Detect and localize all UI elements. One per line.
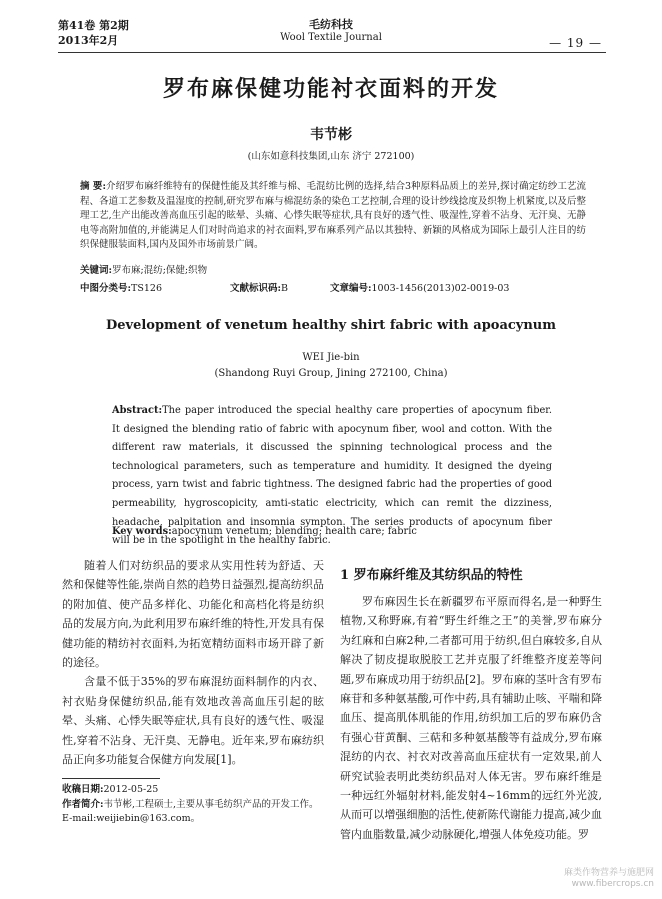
clc-label: 中图分类号: — [80, 283, 132, 294]
intro-paragraph-1: 随着人们对纺织品的要求从实用性转为舒适、天然和保健等性能,崇尚自然的趋势日益强烈,提高纺织品的附加值、使产品多样化、功能化和高档化将是纺织品的发展方向,为此利用罗布麻纤维的特性,开发具有保健功能的精纺衬衣面料,为拓宽精纺面料市场开辟了新的途径。 — [62, 559, 324, 670]
abstract-cn — [80, 180, 586, 253]
author-en: WEI Jie-bin — [302, 352, 360, 363]
received-date-label: 收稿日期: — [62, 784, 104, 795]
section-1-title: 1 罗布麻纤维及其纺织品的特性 — [340, 568, 523, 583]
footnote — [62, 783, 324, 827]
author-cn: 韦节彬 — [310, 127, 352, 143]
abstract-en-label: Abstract: — [112, 405, 163, 416]
page-number: — 19 — — [549, 36, 602, 50]
issue-date: 2013年2月 — [58, 34, 119, 47]
article-number-value: 1003-1456(2013)02-0019-03 — [371, 283, 510, 294]
clc-code — [80, 280, 230, 294]
intro-paragraph-2: 含量不低于35%的罗布麻混纺面料制作的内衣、衬衣贴身保健纺织品,能有效地改善高血压引起的眩晕、头痛、心悸失眠等症状,具有良好的透气性、吸湿性,穿着不沾身、无汗臭、无静电。近年来,罗布麻纺织品正向多功能复合保健方向发展[1]。 — [62, 675, 324, 767]
author-bio — [62, 798, 324, 827]
keywords-cn — [80, 262, 586, 276]
received-date-value: 2012-05-25 — [103, 784, 159, 795]
doc-code — [230, 280, 330, 294]
abstract-cn-label: 摘 要: — [80, 181, 106, 192]
article-title-cn: 罗布麻保健功能衬衣面料的开发 — [162, 76, 499, 102]
article-number — [330, 280, 509, 294]
body-left-column — [62, 556, 324, 769]
watermark-line-1: 麻类作物营养与施肥网 — [563, 868, 654, 878]
doc-label: 文献标识码: — [230, 283, 282, 294]
section-1-paragraph: 罗布麻因生长在新疆罗布平原而得名,是一种野生植物,又称野麻,有着“野生纤维之王”的美誉,罗布麻分为红麻和白麻2种,二者都可用于纺织,但白麻较多,自从解决了韧皮提取脱胶工艺并克服了纤维整齐度差等问题,罗布麻成功用于纺织品[2]。罗布麻的茎叶含有罗布麻苷和多种氨基酸,可作中药,具有辅助止咳、平喘和降血压、提高肌体肌能的作用,纺织加工后的罗布麻仍含有强心苷黄酮、三萜和多种氨基酸等有益成分,罗布麻混纺的内衣、衬衣对改善高血压症状有一定效果,前人研究试验表明此类纺织品对人体无害。罗布麻纤维是一种远红外辐射材料,能发射4~16mm的远红外光波,从而可以增强细胞的活性,使新陈代谢能力提高,减少血管内血脂数量,减少动脉硬化,增强人体免疫功能。罗 — [340, 595, 602, 841]
received-date — [62, 783, 324, 798]
author-bio-label: 作者简介: — [62, 798, 104, 810]
clc-value: TS126 — [131, 283, 162, 294]
classification-row — [80, 280, 586, 294]
header-rule — [58, 52, 606, 53]
doc-value: B — [281, 283, 288, 294]
body-right-column — [340, 566, 602, 844]
article-number-label: 文章编号: — [330, 283, 372, 294]
watermark-line-2: www.fibercrops.cn — [571, 879, 654, 889]
volume-issue: 第41卷 第2期 — [58, 19, 129, 32]
watermark — [564, 868, 654, 890]
keywords-cn-text: 罗布麻;混纺;保健;织物 — [112, 265, 208, 276]
journal-name-en: Wool Textile Journal — [280, 32, 382, 43]
keywords-en-label: Key words: — [112, 526, 172, 537]
keywords-en-text: apocynum venetum; blending; health care; fabric — [171, 526, 417, 537]
keywords-cn-label: 关键词: — [80, 265, 113, 276]
affiliation-en: (Shandong Ruyi Group, Jining 272100, China) — [214, 368, 448, 379]
abstract-cn-text: 介绍罗布麻纤维特有的保健性能及其纤维与棉、毛混纺比例的选择,结合3种原料品质上的差异,探讨确定纺纱工艺流程、各道工艺参数及温湿度的控制,研究罗布麻与棉混纺条的染色工艺控制,合理的设计纱线捻度及织物上机紧度,以及后整理工艺,生产出能改善高血压引起的眩晕、头痛、心悸失眠等症状,具有良好的透气性、吸湿性,穿着不沾身、无汗臭、无静电等高附加值的,并能满足人们对时尚追求的衬衣面料,罗布麻系列产品以其独特、新颖的风格成为国际上最引人注目的纺织保健服装面料,国内及国外市场前景广阔。 — [80, 181, 586, 251]
affiliation-cn: (山东如意科技集团,山东 济宁 272100) — [247, 151, 415, 162]
footnote-rule — [62, 778, 160, 779]
article-title-en: Development of venetum healthy shirt fabric with apoacynum — [105, 318, 557, 333]
abstract-en-text: The paper introduced the special healthy care properties of apocynum fiber. It designed the blending ratio of fabric with apocynum fiber, wool and cotton. With the different raw materials, it discussed the spinning technological process and the technological parameters, such as temperature and humidity. It designed the dyeing process, yarn twist and fabric tightness. The designed fabric had the properties of good permeability, hygroscopicity, amti-static electricity, which can remit the dizziness, headache, palpitation and insomnia sympton. The series products of apocynum fiber will be in the spotlight in the healthy fabric. — [112, 405, 552, 547]
keywords-en — [112, 526, 552, 537]
journal-name-cn: 毛纺科技 — [309, 18, 353, 31]
author-bio-text: 韦节彬,工程硕士,主要从事毛纺织产品的开发工作。E-mail:weijiebin@163.com。 — [62, 798, 319, 824]
